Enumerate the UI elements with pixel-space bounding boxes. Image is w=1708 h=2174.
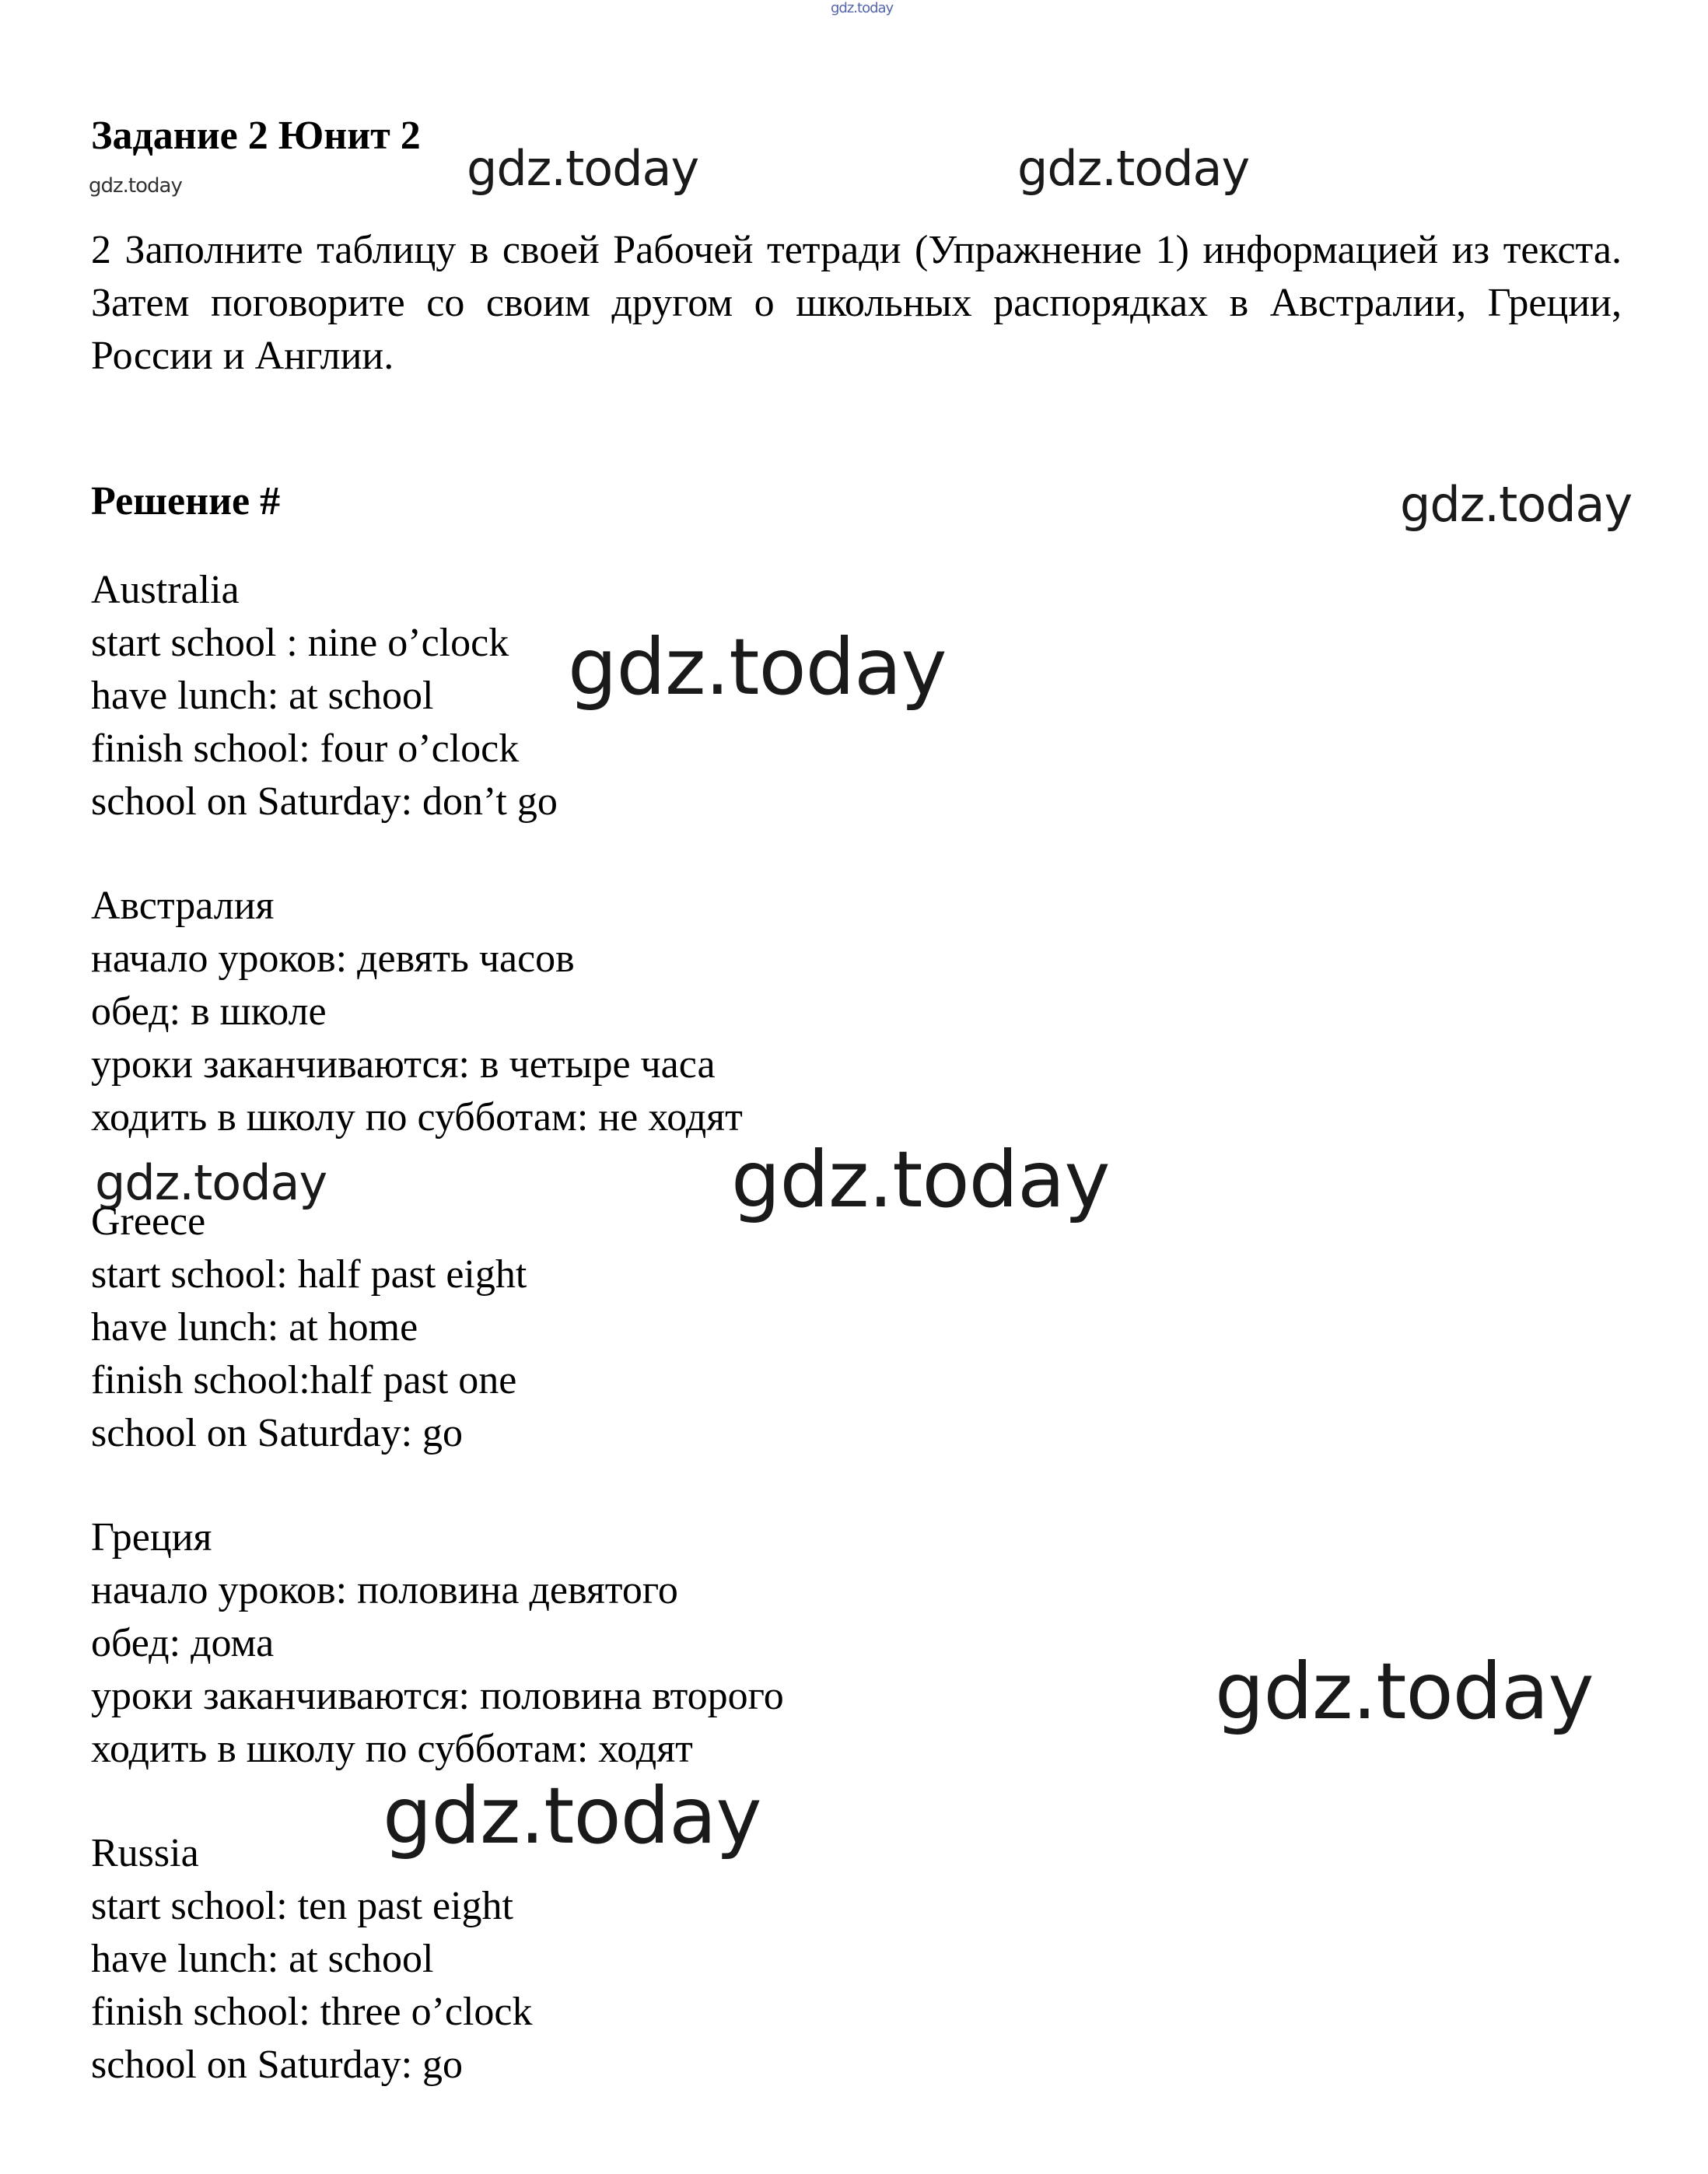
- section-australia: [91, 564, 558, 828]
- section-heading: Greece: [91, 1199, 206, 1244]
- section-line: school on Saturday: go: [91, 1411, 464, 1455]
- section-line: finish school: three o’clock: [91, 1990, 533, 2034]
- section-line: обед: дома: [91, 1621, 275, 1665]
- watermark-solution: gdz.today: [1400, 476, 1633, 533]
- task-text: 2 Заполните таблицу в своей Рабочей тетради (Упражнение 1) информацией из текста. Затем поговорите со своим другом о школьных распорядках в Австралии, Греции, России и Англии.: [91, 228, 1622, 378]
- watermark-top: gdz.today: [831, 0, 894, 16]
- page-title: Задание 2 Юнит 2: [91, 114, 421, 158]
- section-line: start school: half past eight: [91, 1252, 527, 1297]
- section-line: have lunch: at school: [91, 1937, 434, 1981]
- section-line: начало уроков: половина девятого: [91, 1568, 678, 1612]
- section-greece-ru: [91, 1511, 784, 1776]
- section-line: finish school: four o’clock: [91, 726, 520, 771]
- section-heading: Australia: [91, 568, 240, 612]
- solution-heading: Решение #: [91, 479, 281, 523]
- section-line: start school: ten past eight: [91, 1884, 514, 1928]
- watermark-small-under-title: gdz.today: [89, 174, 182, 198]
- section-australia-ru: [91, 880, 743, 1144]
- section-line: have lunch: at school: [91, 674, 434, 718]
- watermark-greece-big: gdz.today: [731, 1134, 1110, 1225]
- watermark-title-1: gdz.today: [467, 140, 699, 197]
- section-line: start school : nine o’clock: [91, 621, 509, 665]
- watermark-title-2: gdz.today: [1017, 140, 1250, 197]
- section-heading: Греция: [91, 1515, 212, 1560]
- section-heading: Австралия: [91, 884, 275, 928]
- section-line: ходить в школу по субботам: ходят: [91, 1727, 693, 1771]
- watermark-right: gdz.today: [1215, 1646, 1594, 1737]
- section-line: finish school:half past one: [91, 1358, 517, 1402]
- section-heading: Russia: [91, 1831, 199, 1875]
- section-line: уроки заканчиваются: в четыре часа: [91, 1042, 716, 1087]
- watermark-greece-small: gdz.today: [95, 1154, 327, 1211]
- section-russia: [91, 1827, 533, 2092]
- section-line: начало уроков: девять часов: [91, 936, 575, 981]
- section-line: ходить в школу по субботам: не ходят: [91, 1095, 743, 1140]
- section-greece: [91, 1196, 527, 1460]
- section-line: уроки заканчиваются: половина второго: [91, 1674, 784, 1718]
- section-line: school on Saturday: go: [91, 2043, 464, 2087]
- section-line: have lunch: at home: [91, 1305, 418, 1350]
- watermark-australia: gdz.today: [568, 621, 947, 712]
- section-line: school on Saturday: don’t go: [91, 779, 558, 824]
- watermark-russia: gdz.today: [383, 1770, 761, 1861]
- section-line: обед: в школе: [91, 989, 327, 1034]
